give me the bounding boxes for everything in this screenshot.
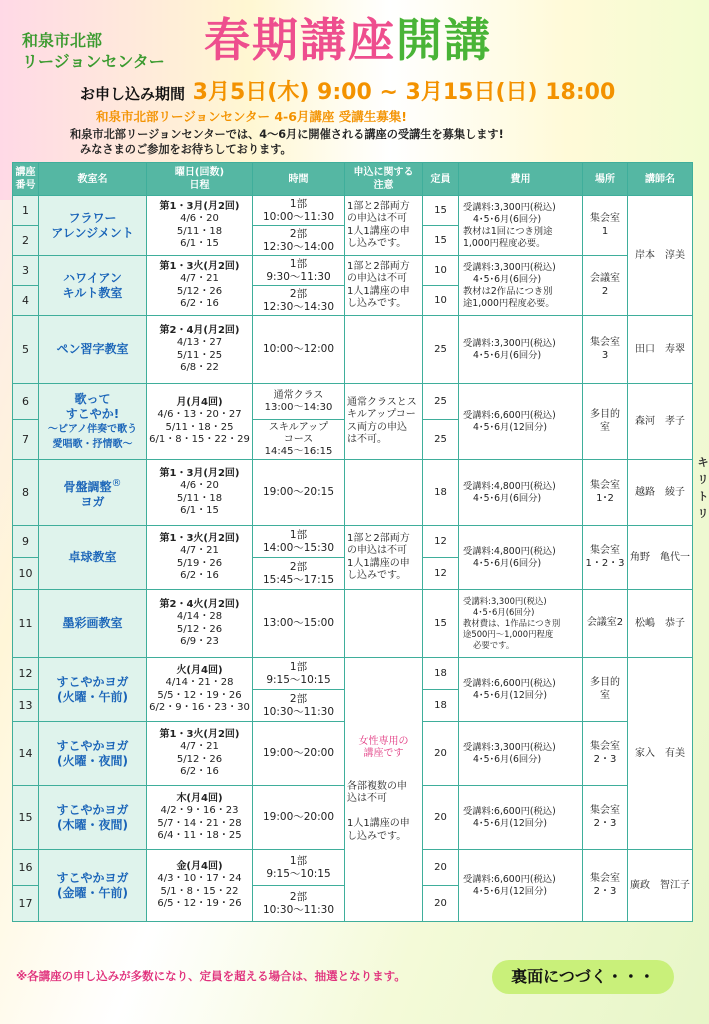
course-note: 1部と2部両方 の申込は不可 1人1講座の申 し込みです。 bbox=[345, 196, 423, 256]
course-place: 会議室2 bbox=[583, 590, 628, 658]
course-number: 8 bbox=[13, 460, 39, 526]
course-time: 13:00～15:00 bbox=[253, 590, 345, 658]
course-place: 集会室 1 bbox=[583, 196, 628, 256]
course-number: 4 bbox=[13, 286, 39, 316]
course-schedule: 第1・3火(月2回) 4/7・21 5/19・26 6/2・16 bbox=[147, 526, 253, 590]
period-value: 3月5日(木) 9:00 ~ 3月15日(日) 18:00 bbox=[185, 80, 616, 105]
course-note: 1部と2部両方 の申込は不可 1人1講座の申 し込みです。 bbox=[345, 256, 423, 316]
course-schedule: 月(月4回) 4/6・13・20・27 5/11・18・25 6/1・8・15・22・29 bbox=[147, 384, 253, 460]
course-place: 多目的 室 bbox=[583, 658, 628, 722]
course-name: すこやかヨガ (木曜・夜間) bbox=[39, 786, 147, 850]
course-name: ペン習字教室 bbox=[39, 316, 147, 384]
course-name: すこやかヨガ (火曜・夜間) bbox=[39, 722, 147, 786]
course-capacity: 25 bbox=[423, 384, 459, 420]
course-fee: 受講料:6,600円(税込) 4･5･6月(12回分) bbox=[459, 384, 583, 460]
intro-line-2: みなさまのご参加をお待ちしております。 bbox=[80, 143, 292, 156]
course-capacity: 20 bbox=[423, 786, 459, 850]
course-number: 13 bbox=[13, 690, 39, 722]
course-note: 1部と2部両方 の申込は不可 1人1講座の申 し込みです。 bbox=[345, 526, 423, 590]
title-part-2: 開講 bbox=[396, 13, 492, 67]
header-time: 時間 bbox=[253, 163, 345, 196]
course-table bbox=[12, 162, 693, 922]
course-number: 17 bbox=[13, 886, 39, 922]
course-capacity: 15 bbox=[423, 226, 459, 256]
course-schedule: 火(月4回) 4/14・21・28 5/5・12・19・26 6/2・9・16・23・30 bbox=[147, 658, 253, 722]
course-time: 10:00～12:00 bbox=[253, 316, 345, 384]
course-instructor: 森河 孝子 bbox=[628, 384, 693, 460]
course-schedule: 第1・3月(月2回) 4/6・20 5/11・18 6/1・15 bbox=[147, 460, 253, 526]
course-time: 2部 10:30～11:30 bbox=[253, 690, 345, 722]
header-place: 場所 bbox=[583, 163, 628, 196]
course-instructor: 松嶋 恭子 bbox=[628, 590, 693, 658]
course-capacity: 20 bbox=[423, 850, 459, 886]
header-capacity: 定員 bbox=[423, 163, 459, 196]
sub-heading: 和泉市北部リージョンセンター 4-6月講座 受講生募集! bbox=[96, 109, 407, 124]
header-note: 申込に関する 注意 bbox=[345, 163, 423, 196]
course-name: フラワー アレンジメント bbox=[39, 196, 147, 256]
header-num: 講座 番号 bbox=[13, 163, 39, 196]
course-place: 集会室 2・3 bbox=[583, 722, 628, 786]
course-capacity: 25 bbox=[423, 420, 459, 460]
course-place: 多目的 室 bbox=[583, 384, 628, 460]
course-instructor: 岸本 淳美 bbox=[628, 196, 693, 316]
course-number: 7 bbox=[13, 420, 39, 460]
course-note bbox=[345, 460, 423, 526]
course-capacity: 18 bbox=[423, 658, 459, 690]
course-time: 2部 15:45～17:15 bbox=[253, 558, 345, 590]
course-number: 15 bbox=[13, 786, 39, 850]
course-name: 卓球教室 bbox=[39, 526, 147, 590]
course-schedule: 第2・4火(月2回) 4/14・28 5/12・26 6/9・23 bbox=[147, 590, 253, 658]
course-instructor: 家入 有美 bbox=[628, 658, 693, 850]
course-schedule: 金(月4回) 4/3・10・17・24 5/1・8・15・22 6/5・12・19・26 bbox=[147, 850, 253, 922]
table-row bbox=[13, 384, 693, 420]
course-time: 1部 14:00～15:30 bbox=[253, 526, 345, 558]
course-note bbox=[345, 590, 423, 658]
side-edge-text: キ リ ト リ bbox=[697, 456, 709, 520]
course-fee: 受講料:4,800円(税込) 4･5･6月(6回分) bbox=[459, 460, 583, 526]
course-schedule: 第1・3月(月2回) 4/6・20 5/11・18 6/1・15 bbox=[147, 196, 253, 256]
table-row bbox=[13, 460, 693, 526]
application-period bbox=[80, 80, 615, 107]
course-capacity: 18 bbox=[423, 690, 459, 722]
course-place: 集会室 2・3 bbox=[583, 850, 628, 922]
course-number: 12 bbox=[13, 658, 39, 690]
course-number: 11 bbox=[13, 590, 39, 658]
course-capacity: 15 bbox=[423, 590, 459, 658]
course-capacity: 10 bbox=[423, 256, 459, 286]
course-place: 集会室 1・2・3 bbox=[583, 526, 628, 590]
course-name: 骨盤調整® ヨガ bbox=[39, 460, 147, 526]
intro-line-1: 和泉市北部リージョンセンターでは、4～6月に開催される講座の受講生を募集します! bbox=[70, 128, 504, 141]
period-label: お申し込み期間 bbox=[80, 85, 186, 103]
course-capacity: 20 bbox=[423, 722, 459, 786]
course-number: 10 bbox=[13, 558, 39, 590]
header-fee: 費用 bbox=[459, 163, 583, 196]
course-instructor: 田口 寿翠 bbox=[628, 316, 693, 384]
course-fee: 受講料:3,300円(税込) 4･5･6月(6回分) bbox=[459, 316, 583, 384]
table-header-row bbox=[13, 163, 693, 196]
course-capacity: 10 bbox=[423, 286, 459, 316]
table-row bbox=[13, 658, 693, 690]
table-row bbox=[13, 590, 693, 658]
course-fee: 受講料:6,600円(税込) 4･5･6月(12回分) bbox=[459, 658, 583, 722]
course-fee: 受講料:6,600円(税込) 4･5･6月(12回分) bbox=[459, 850, 583, 922]
course-fee: 受講料:3,300円(税込) 4･5･6月(6回分) bbox=[459, 722, 583, 786]
table-row bbox=[13, 196, 693, 226]
course-time: 19:00～20:15 bbox=[253, 460, 345, 526]
course-fee: 受講料:3,300円(税込) 4･5･6月(6回分) 教材費は、1作品につき別 途500円～1,000円程度 必要です。 bbox=[459, 590, 583, 658]
table-row bbox=[13, 316, 693, 384]
course-number: 3 bbox=[13, 256, 39, 286]
course-place: 会議室 2 bbox=[583, 256, 628, 316]
course-time: 通常クラス 13:00～14:30 bbox=[253, 384, 345, 420]
course-instructor: 越路 綾子 bbox=[628, 460, 693, 526]
course-instructor: 角野 亀代一 bbox=[628, 526, 693, 590]
intro-text bbox=[70, 127, 640, 157]
course-time: 1部 9:15～10:15 bbox=[253, 658, 345, 690]
course-instructor: 廣政 智江子 bbox=[628, 850, 693, 922]
course-note: 通常クラスとス キルアップコー ス両方の申込 は不可。 bbox=[345, 384, 423, 460]
course-schedule: 第2・4月(月2回) 4/13・27 5/11・25 6/8・22 bbox=[147, 316, 253, 384]
yoga-course-note: 女性専用の 講座です 各部複数の申 込は不可 1人1講座の申 し込みです。 bbox=[345, 658, 423, 922]
course-time: 19:00～20:00 bbox=[253, 722, 345, 786]
org-line-1: 和泉市北部 bbox=[22, 31, 103, 50]
course-place: 集会室 1･2 bbox=[583, 460, 628, 526]
header-schedule: 曜日(回数) 日程 bbox=[147, 163, 253, 196]
course-name: すこやかヨガ (金曜・午前) bbox=[39, 850, 147, 922]
course-fee: 受講料:3,300円(税込) 4･5･6月(6回分) 教材は2作品につき別 途1,000円程度必要。 bbox=[459, 256, 583, 316]
course-number: 16 bbox=[13, 850, 39, 886]
course-schedule: 木(月4回) 4/2・9・16・23 5/7・14・21・28 6/4・11・18・25 bbox=[147, 786, 253, 850]
title-part-1: 春期講座 bbox=[204, 13, 396, 67]
course-number: 14 bbox=[13, 722, 39, 786]
header-instructor: 講師名 bbox=[628, 163, 693, 196]
course-schedule: 第1・3火(月2回) 4/7・21 5/12・26 6/2・16 bbox=[147, 256, 253, 316]
main-title bbox=[204, 12, 492, 68]
table-row bbox=[13, 256, 693, 286]
course-fee: 受講料:3,300円(税込) 4･5･6月(6回分) 教材は1回につき別途 1,000円程度必要。 bbox=[459, 196, 583, 256]
course-capacity: 25 bbox=[423, 316, 459, 384]
course-name: すこやかヨガ (火曜・午前) bbox=[39, 658, 147, 722]
course-number: 9 bbox=[13, 526, 39, 558]
course-place: 集会室 2・3 bbox=[583, 786, 628, 850]
continued-on-back-badge: 裏面につづく・・・ bbox=[492, 960, 674, 994]
org-line-2: リージョンセンター bbox=[22, 52, 165, 71]
table-row bbox=[13, 526, 693, 558]
lottery-note: ※各講座の申し込みが多数になり、定員を超える場合は、抽選となります。 bbox=[16, 969, 406, 983]
course-time: 1部 10:00～11:30 bbox=[253, 196, 345, 226]
course-time: 2部 10:30～11:30 bbox=[253, 886, 345, 922]
course-time: 2部 12:30～14:30 bbox=[253, 286, 345, 316]
course-place: 集会室 3 bbox=[583, 316, 628, 384]
course-time: 1部 9:15～10:15 bbox=[253, 850, 345, 886]
course-name: 墨彩画教室 bbox=[39, 590, 147, 658]
course-fee: 受講料:6,600円(税込) 4･5･6月(12回分) bbox=[459, 786, 583, 850]
course-time: 1部 9:30～11:30 bbox=[253, 256, 345, 286]
course-fee: 受講料:4,800円(税込) 4･5･6月(6回分) bbox=[459, 526, 583, 590]
course-name: 歌って すこやか! ～ピアノ伴奏で歌う 愛唱歌・抒情歌～ bbox=[39, 384, 147, 460]
course-number: 2 bbox=[13, 226, 39, 256]
course-note bbox=[345, 316, 423, 384]
course-schedule: 第1・3火(月2回) 4/7・21 5/12・26 6/2・16 bbox=[147, 722, 253, 786]
course-capacity: 12 bbox=[423, 558, 459, 590]
course-capacity: 15 bbox=[423, 196, 459, 226]
header-name: 教室名 bbox=[39, 163, 147, 196]
course-number: 1 bbox=[13, 196, 39, 226]
course-capacity: 18 bbox=[423, 460, 459, 526]
course-time: スキルアップ コース 14:45～16:15 bbox=[253, 420, 345, 460]
course-time: 2部 12:30～14:00 bbox=[253, 226, 345, 256]
course-capacity: 20 bbox=[423, 886, 459, 922]
course-name: ハワイアン キルト教室 bbox=[39, 256, 147, 316]
course-number: 6 bbox=[13, 384, 39, 420]
course-time: 19:00～20:00 bbox=[253, 786, 345, 850]
course-number: 5 bbox=[13, 316, 39, 384]
course-capacity: 12 bbox=[423, 526, 459, 558]
organization-name bbox=[22, 30, 202, 72]
